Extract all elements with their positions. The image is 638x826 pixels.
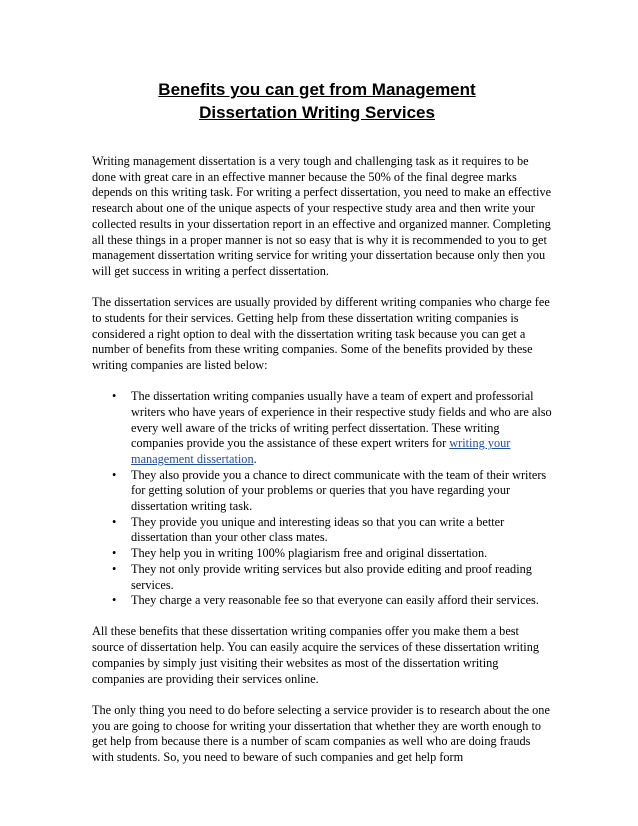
list-item-text: They provide you unique and interesting ideas so that you can write a better dissertation than your other class mates.	[131, 514, 505, 545]
paragraph-research-advice: The only thing you need to do before selecting a service provider is to research about the one you are going to choose for writing your dissertation that whether they are worth enough to get help from because there is a number of scam companies as well who are doing frauds with students. So, you need to beware of such companies and get help form	[92, 702, 550, 764]
list-item	[92, 562, 552, 593]
list-item-text: They help you in writing 100% plagiarism free and original dissertation.	[131, 546, 488, 561]
list-item	[92, 515, 552, 546]
list-item-text: They also provide you a chance to direct communicate with the team of their writers for getting solution of your problems or queries that you have regarding your dissertation writing task.	[131, 467, 547, 514]
list-item	[92, 593, 552, 609]
title-line-2: Dissertation Writing Services	[199, 103, 435, 122]
list-item	[92, 546, 552, 562]
document-body	[92, 154, 552, 781]
paragraph-intro: Writing management dissertation is a very tough and challenging task as it requires to be done with great care in an effective manner because the 50% of the final degree marks depends on this writing task. For writing a perfect dissertation, you need to make an effective research about one of the unique aspects of your respective study area and then write your collected results in your dissertation report in an effective and organized manner. Completing all these things in a proper manner is not so easy that is why it is recommended to you to get management dissertation writing service for writing your dissertation because only then you will get success in writing a perfect dissertation.	[92, 154, 552, 278]
list-item-text: They charge a very reasonable fee so that everyone can easily afford their services.	[131, 593, 539, 608]
list-item-text-end: .	[253, 451, 257, 466]
bullet-icon: •	[112, 593, 117, 608]
bullet-icon: •	[112, 514, 117, 529]
paragraph-benefits-summary: All these benefits that these dissertation writing companies offer you make them a best source of dissertation help. You can easily acquire the services of these dissertation writing companies by simply just visiting their websites as most of the dissertation writing companies are providing their services online.	[92, 624, 540, 686]
list-item-text: They not only provide writing services but also provide editing and proof reading services.	[131, 561, 532, 592]
list-item-text: The dissertation writing companies usually have a team of expert and professorial writers who have years of experience in their respective study fields and who are also every well aware of the tricks of writing perfect dissertation. These writing companies provide you the assistance of these expert writers for	[131, 389, 552, 451]
list-item	[92, 389, 552, 468]
benefits-list	[92, 389, 552, 609]
paragraph-services: The dissertation services are usually provided by different writing companies who charge fee to students for their services. Getting help from these dissertation writing companies is considered a right option to deal with the dissertation writing task because you can get a number of benefits from these writing companies. Some of the benefits provided by these writing companies are listed below:	[92, 295, 550, 372]
title-line-1: Benefits you can get from Management	[158, 80, 476, 99]
list-item	[92, 468, 552, 515]
bullet-icon: •	[112, 546, 117, 561]
bullet-icon: •	[112, 561, 117, 576]
management-dissertation-link[interactable]: writing your management dissertation	[131, 436, 511, 466]
bullet-icon: •	[112, 389, 117, 404]
page-title	[92, 78, 542, 124]
bullet-icon: •	[112, 467, 117, 482]
